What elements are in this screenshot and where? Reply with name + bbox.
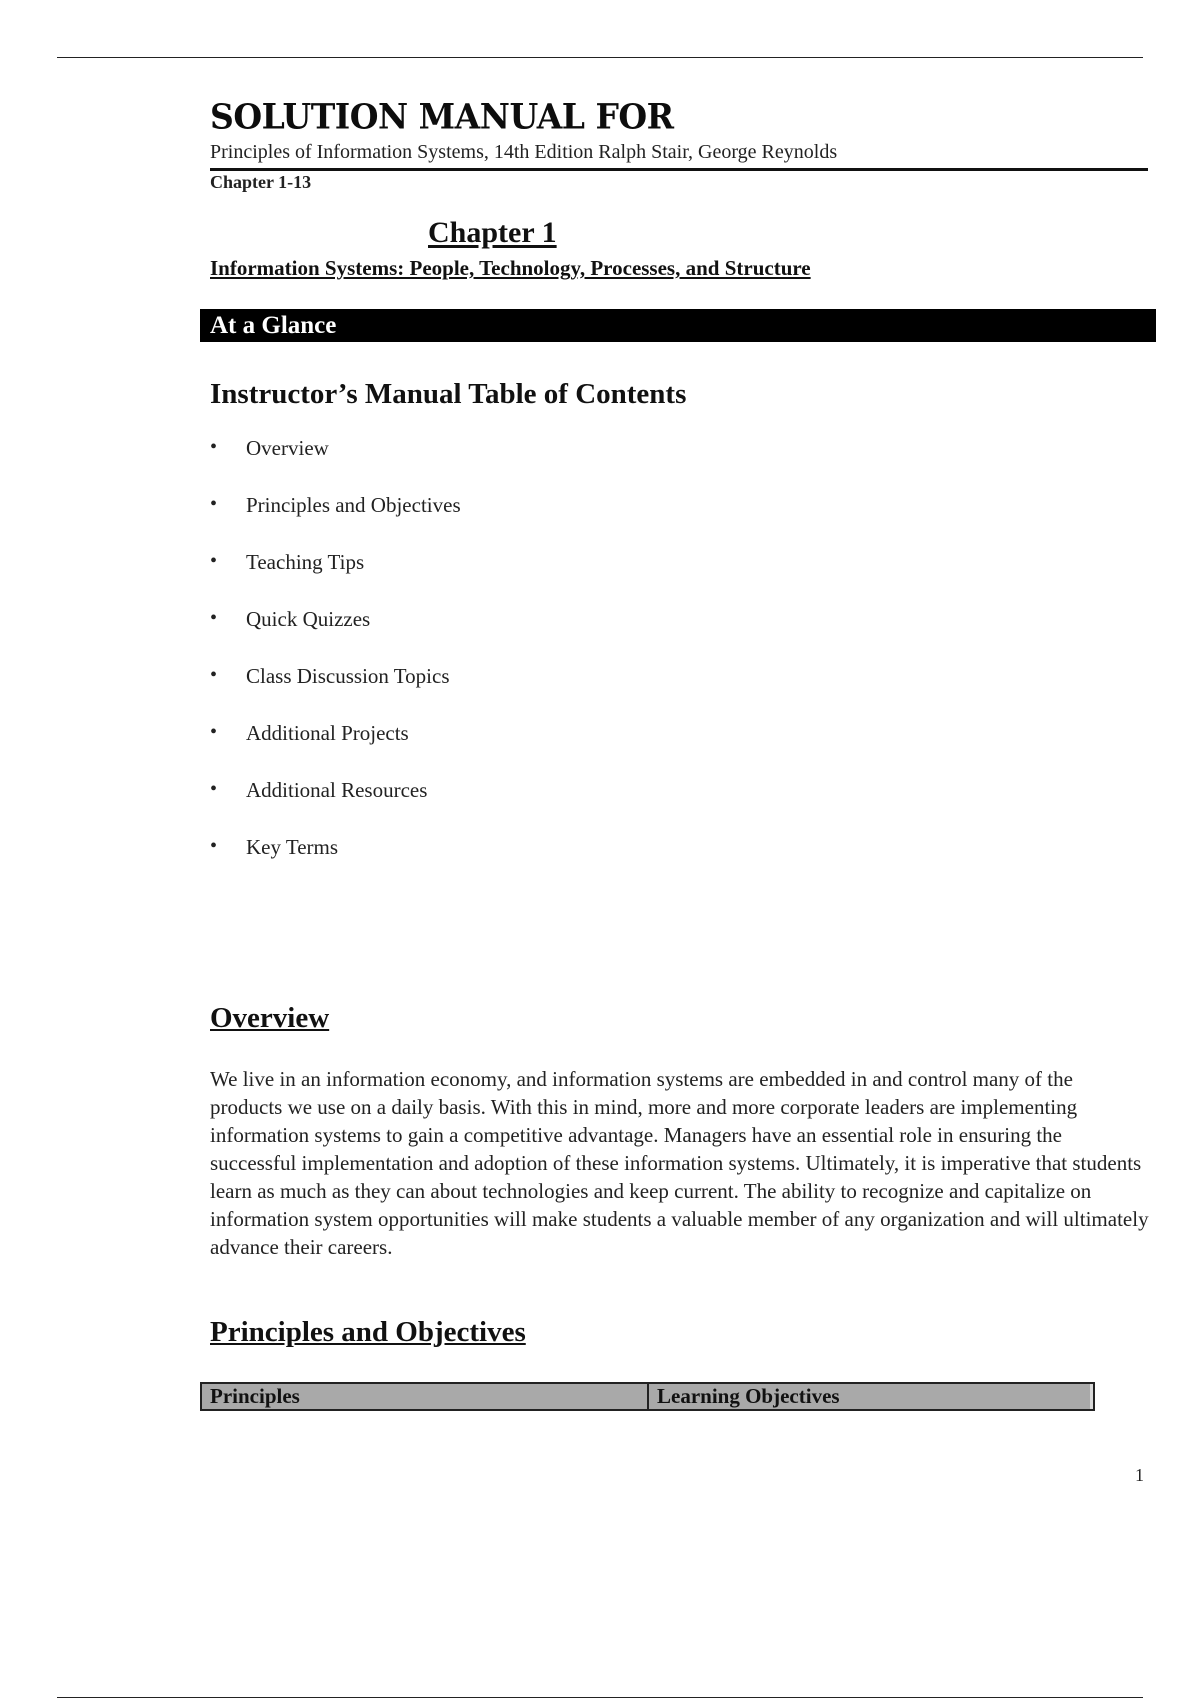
toc-title: Instructor’s Manual Table of Contents xyxy=(210,378,687,410)
bottom-page-rule xyxy=(57,1697,1143,1698)
solution-manual-title: SOLUTION MANUAL FOR xyxy=(210,96,674,137)
toc-item-label: Additional Projects xyxy=(246,721,409,745)
principles-column-header: Principles xyxy=(202,1384,649,1409)
bullet-icon: • xyxy=(210,721,218,743)
bullet-icon: • xyxy=(210,493,218,515)
at-a-glance-label: At a Glance xyxy=(210,312,337,339)
banner-divider xyxy=(210,168,1148,171)
toc-item-label: Overview xyxy=(246,436,329,460)
page-number: 1 xyxy=(1135,1465,1144,1485)
toc-item-label: Principles and Objectives xyxy=(246,493,461,517)
bullet-icon: • xyxy=(210,550,218,572)
chapter-subheading: Information Systems: People, Technology, Processes, and Structure xyxy=(210,256,811,280)
principles-objectives-table-header xyxy=(200,1382,1095,1411)
toc-item-label: Class Discussion Topics xyxy=(246,664,450,688)
overview-paragraph: We live in an information economy, and information systems are embedded in and control many of the products we use on a daily basis. With this in mind, more and more corporate leaders are implementing information systems to gain a competitive advantage. Managers have an essential role in ensuring the successful implementation and adoption of these information systems. Ultimately, it is imperative that students learn as much as they can about technologies and keep current. The ability to recognize and capitalize on information system opportunities will make students a valuable member of any organization and will ultimately advance their careers. xyxy=(210,1067,1149,1259)
overview-heading: Overview xyxy=(210,1002,330,1034)
toc-item-label: Quick Quizzes xyxy=(246,607,371,631)
bullet-icon: • xyxy=(210,778,218,800)
bullet-icon: • xyxy=(210,835,218,857)
principles-objectives-heading: Principles and Objectives xyxy=(210,1316,526,1348)
top-page-rule xyxy=(57,57,1143,58)
bullet-icon: • xyxy=(210,664,218,686)
toc-item-label: Key Terms xyxy=(246,835,339,859)
toc-item-label: Teaching Tips xyxy=(246,550,365,574)
bullet-icon: • xyxy=(210,436,218,458)
at-a-glance-bar xyxy=(200,309,1156,342)
chapter-range: Chapter 1-13 xyxy=(210,172,312,192)
book-subtitle: Principles of Information Systems, 14th Edition Ralph Stair, George Reynolds xyxy=(210,141,838,163)
bullet-icon: • xyxy=(210,607,218,629)
learning-objectives-column-header: Learning Objectives xyxy=(649,1384,1093,1409)
toc-item-label: Additional Resources xyxy=(246,778,428,802)
chapter-heading: Chapter 1 xyxy=(428,216,557,249)
